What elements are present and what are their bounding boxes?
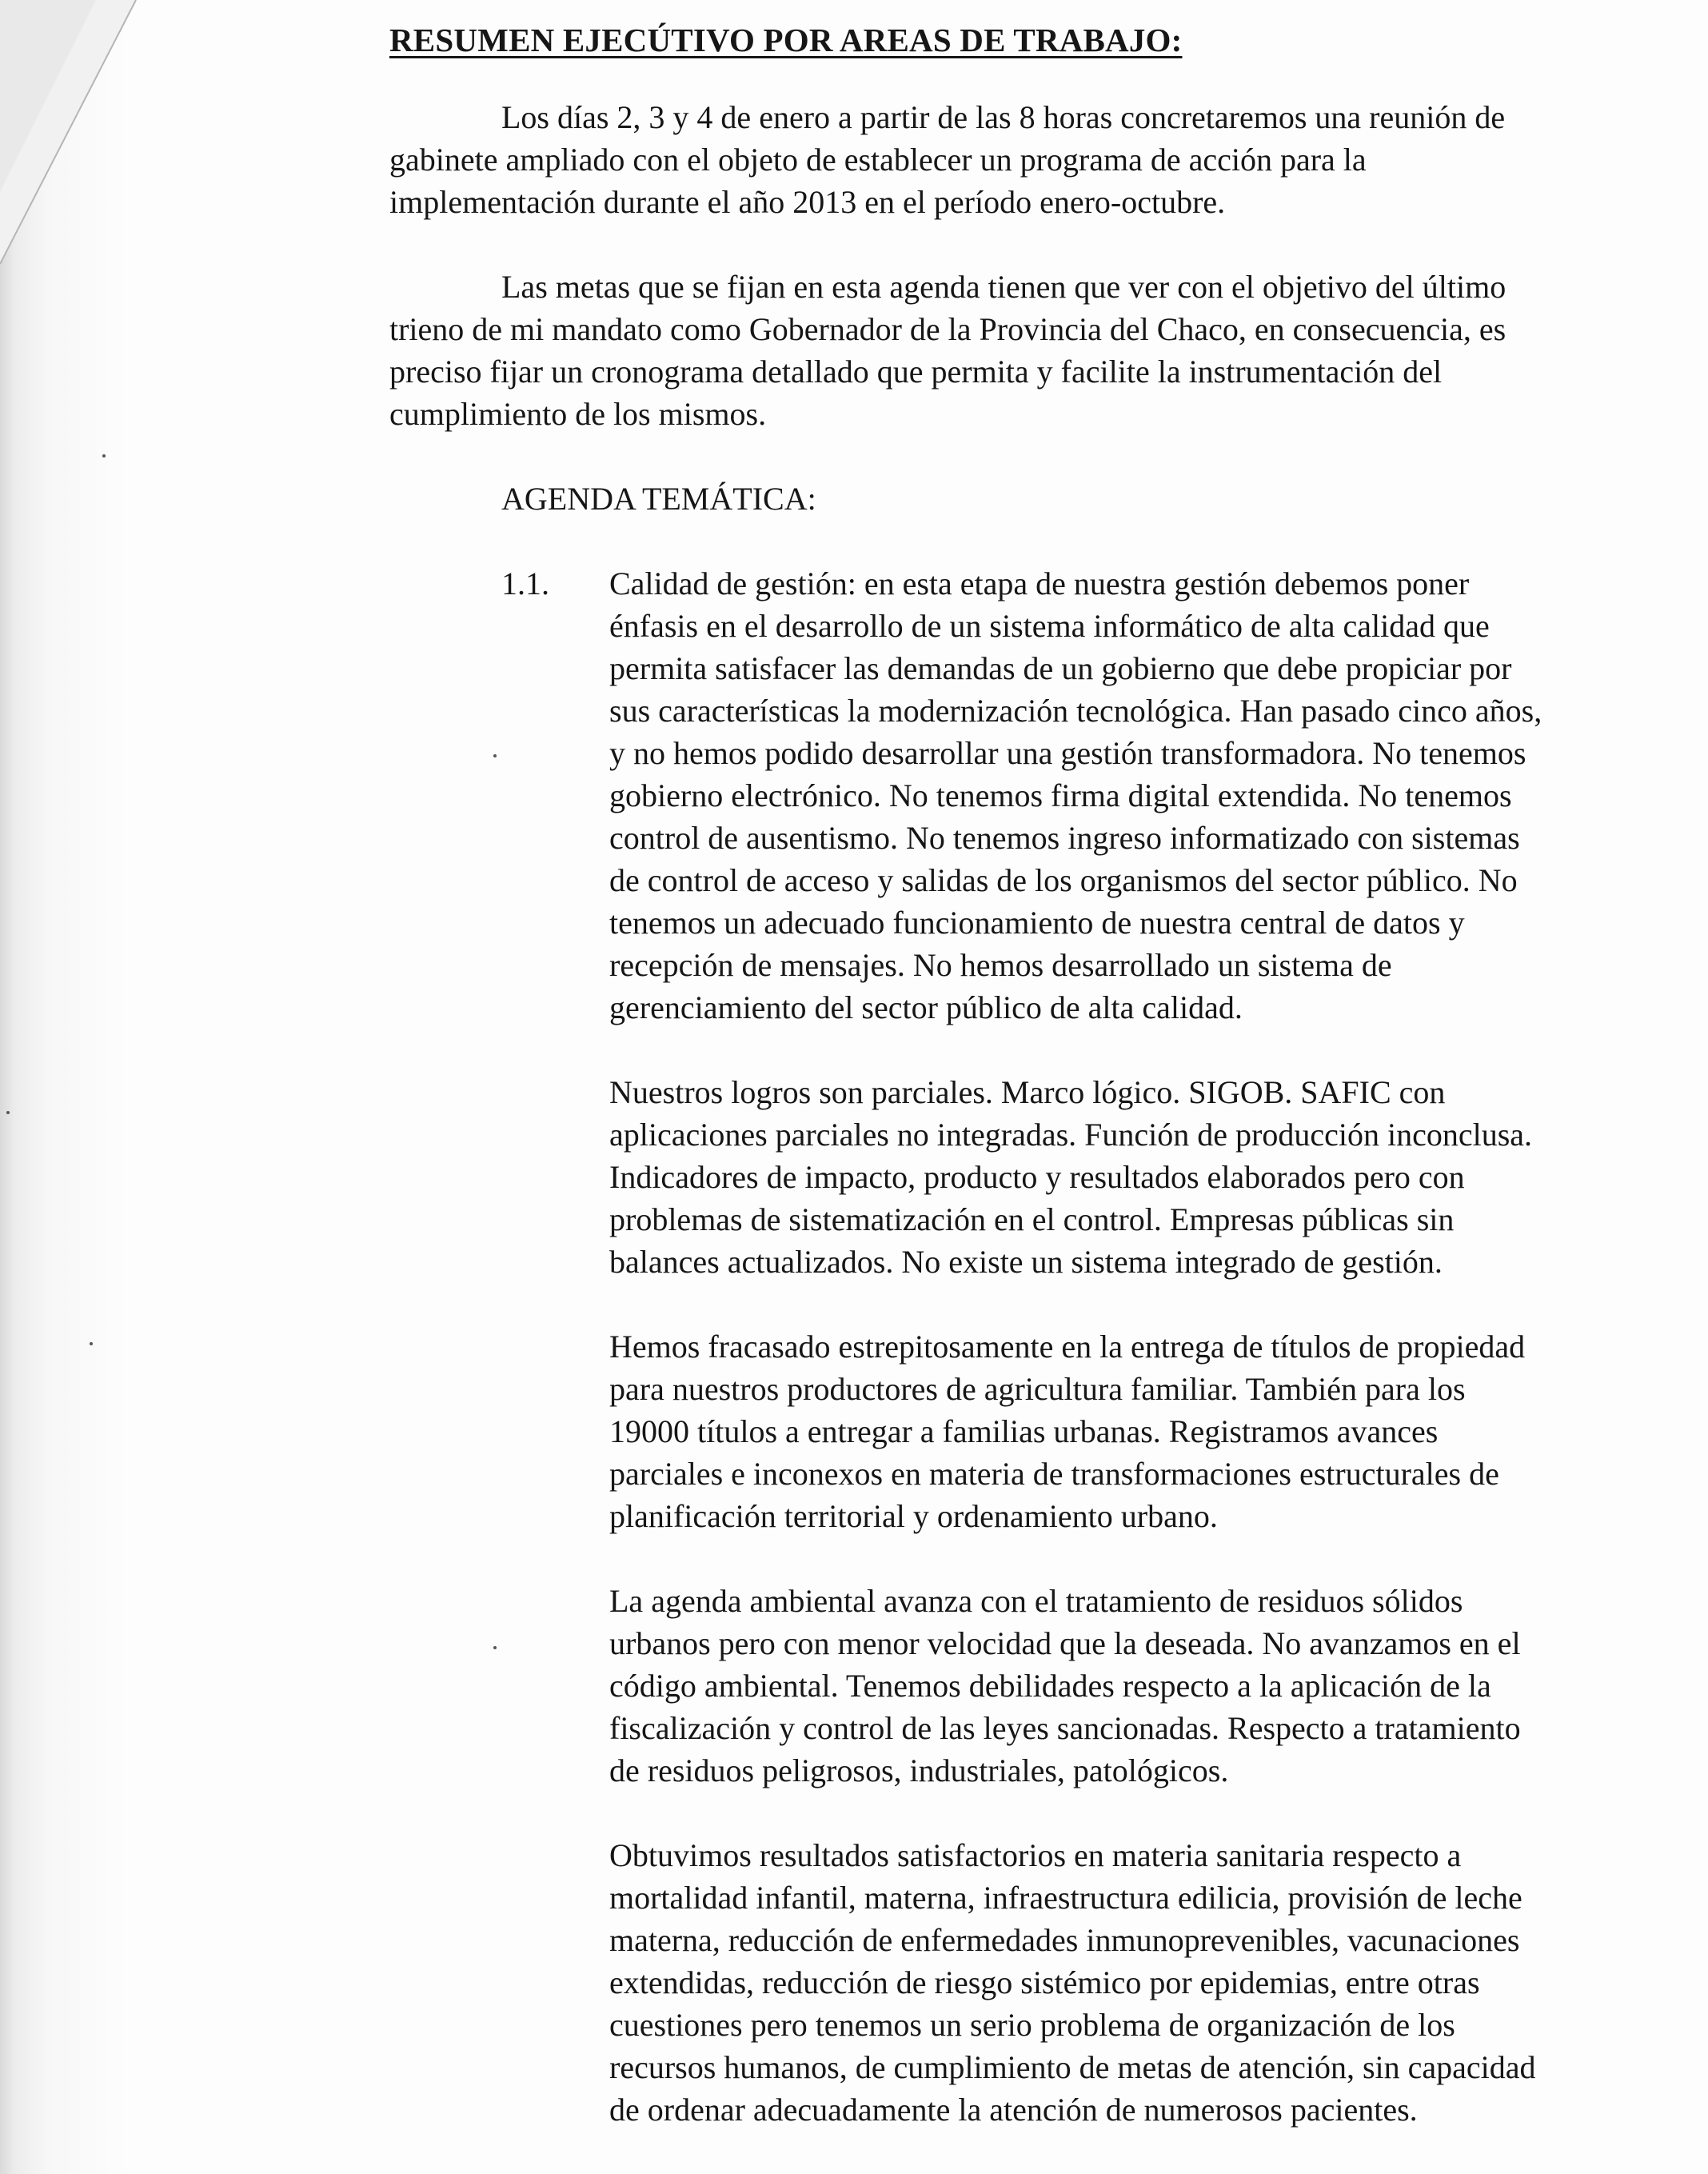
scan-speck <box>102 454 106 458</box>
agenda-item-body <box>609 562 1701 2173</box>
intro-paragraph: Los días 2, 3 y 4 de enero a partir de las 8 horas concretaremos una reunión de gabinete ampliado con el objeto de establecer un programa de acción para la implementación durante el año 2013 en el período enero-octubre. <box>389 99 1506 220</box>
folded-corner-mark <box>0 0 160 304</box>
intro-paragraph: Las metas que se fijan en esta agenda tienen que ver con el objetivo del último trieno de mi mandato como Gobernador de la Provincia del Chaco, en consecuencia, es preciso fijar un cronograma detallado que permita y facilite la instrumentación del cumplimiento de los mismos. <box>389 269 1506 432</box>
scan-speck <box>6 1111 10 1114</box>
agenda-item-paragraph: La agenda ambiental avanza con el tratamiento de residuos sólidos urbanos pero con menor velocidad que la deseada. No avanzamos en el código ambiental. Tenemos debilidades respecto a la aplicación de la fiscalización y control de las leyes sancionadas. Respecto a tratamiento de residuos peligrosos, industriales, patológicos. <box>609 1583 1521 1788</box>
agenda-item <box>389 562 1701 2173</box>
page-fold-shadow <box>0 0 128 2174</box>
document-body <box>389 18 1701 2173</box>
agenda-item-number: 1.1. <box>501 565 549 601</box>
agenda-item-paragraph: Hemos fracasado estrepitosamente en la entrega de títulos de propiedad para nuestros productores de agricultura familiar. También para los 19000 títulos a entregar a familias urbanas. Registramos avances parciales e inconexos en materia de transformaciones estructurales de planificación territorial y ordenamiento urbano. <box>609 1329 1526 1534</box>
scan-speck <box>90 1342 93 1345</box>
agenda-item-paragraph: Obtuvimos resultados satisfactorios en materia sanitaria respecto a mortalidad infantil, materna, infraestructura edilicia, provisión de leche materna, reducción de enfermedades inmunoprevenibles, vacunaciones extendidas, reducción de riesgo sistémico por epidemias, entre otras cuestiones pero tenemos un serio problema de organización de los recursos humanos, de cumplimiento de metas de atención, sin capacidad de ordenar adecuadamente la atención de numerosos pacientes. <box>609 1837 1536 2128</box>
document-title: RESUMEN EJECÚTIVO POR AREAS DE TRABAJO: <box>389 22 1183 58</box>
agenda-item-paragraph: Nuestros logros son parciales. Marco lógico. SIGOB. SAFIC con aplicaciones parciales no integradas. Función de producción inconclusa. Indicadores de impacto, producto y resultados elaborados pero con problemas de sistematización en el control. Empresas públicas sin balances actualizados. No existe un sistema integrado de gestión. <box>609 1074 1533 1280</box>
agenda-item-paragraph: Calidad de gestión: en esta etapa de nuestra gestión debemos poner énfasis en el desarrollo de un sistema informático de alta calidad que permita satisfacer las demandas de un gobierno que debe propiciar por sus características la modernización tecnológica. Han pasado cinco años, y no hemos podido desarrollar una gestión transformadora. No tenemos gobierno electrónico. No tenemos firma digital extendida. No tenemos control de ausentismo. No tenemos ingreso informatizado con sistemas de control de acceso y salidas de los organismos del sector público. No tenemos un adecuado funcionamiento de nuestra central de datos y recepción de mensajes. No hemos desarrollado un sistema de gerenciamiento del sector público de alta calidad. <box>609 565 1542 1025</box>
agenda-heading: AGENDA TEMÁTICA: <box>501 481 816 517</box>
